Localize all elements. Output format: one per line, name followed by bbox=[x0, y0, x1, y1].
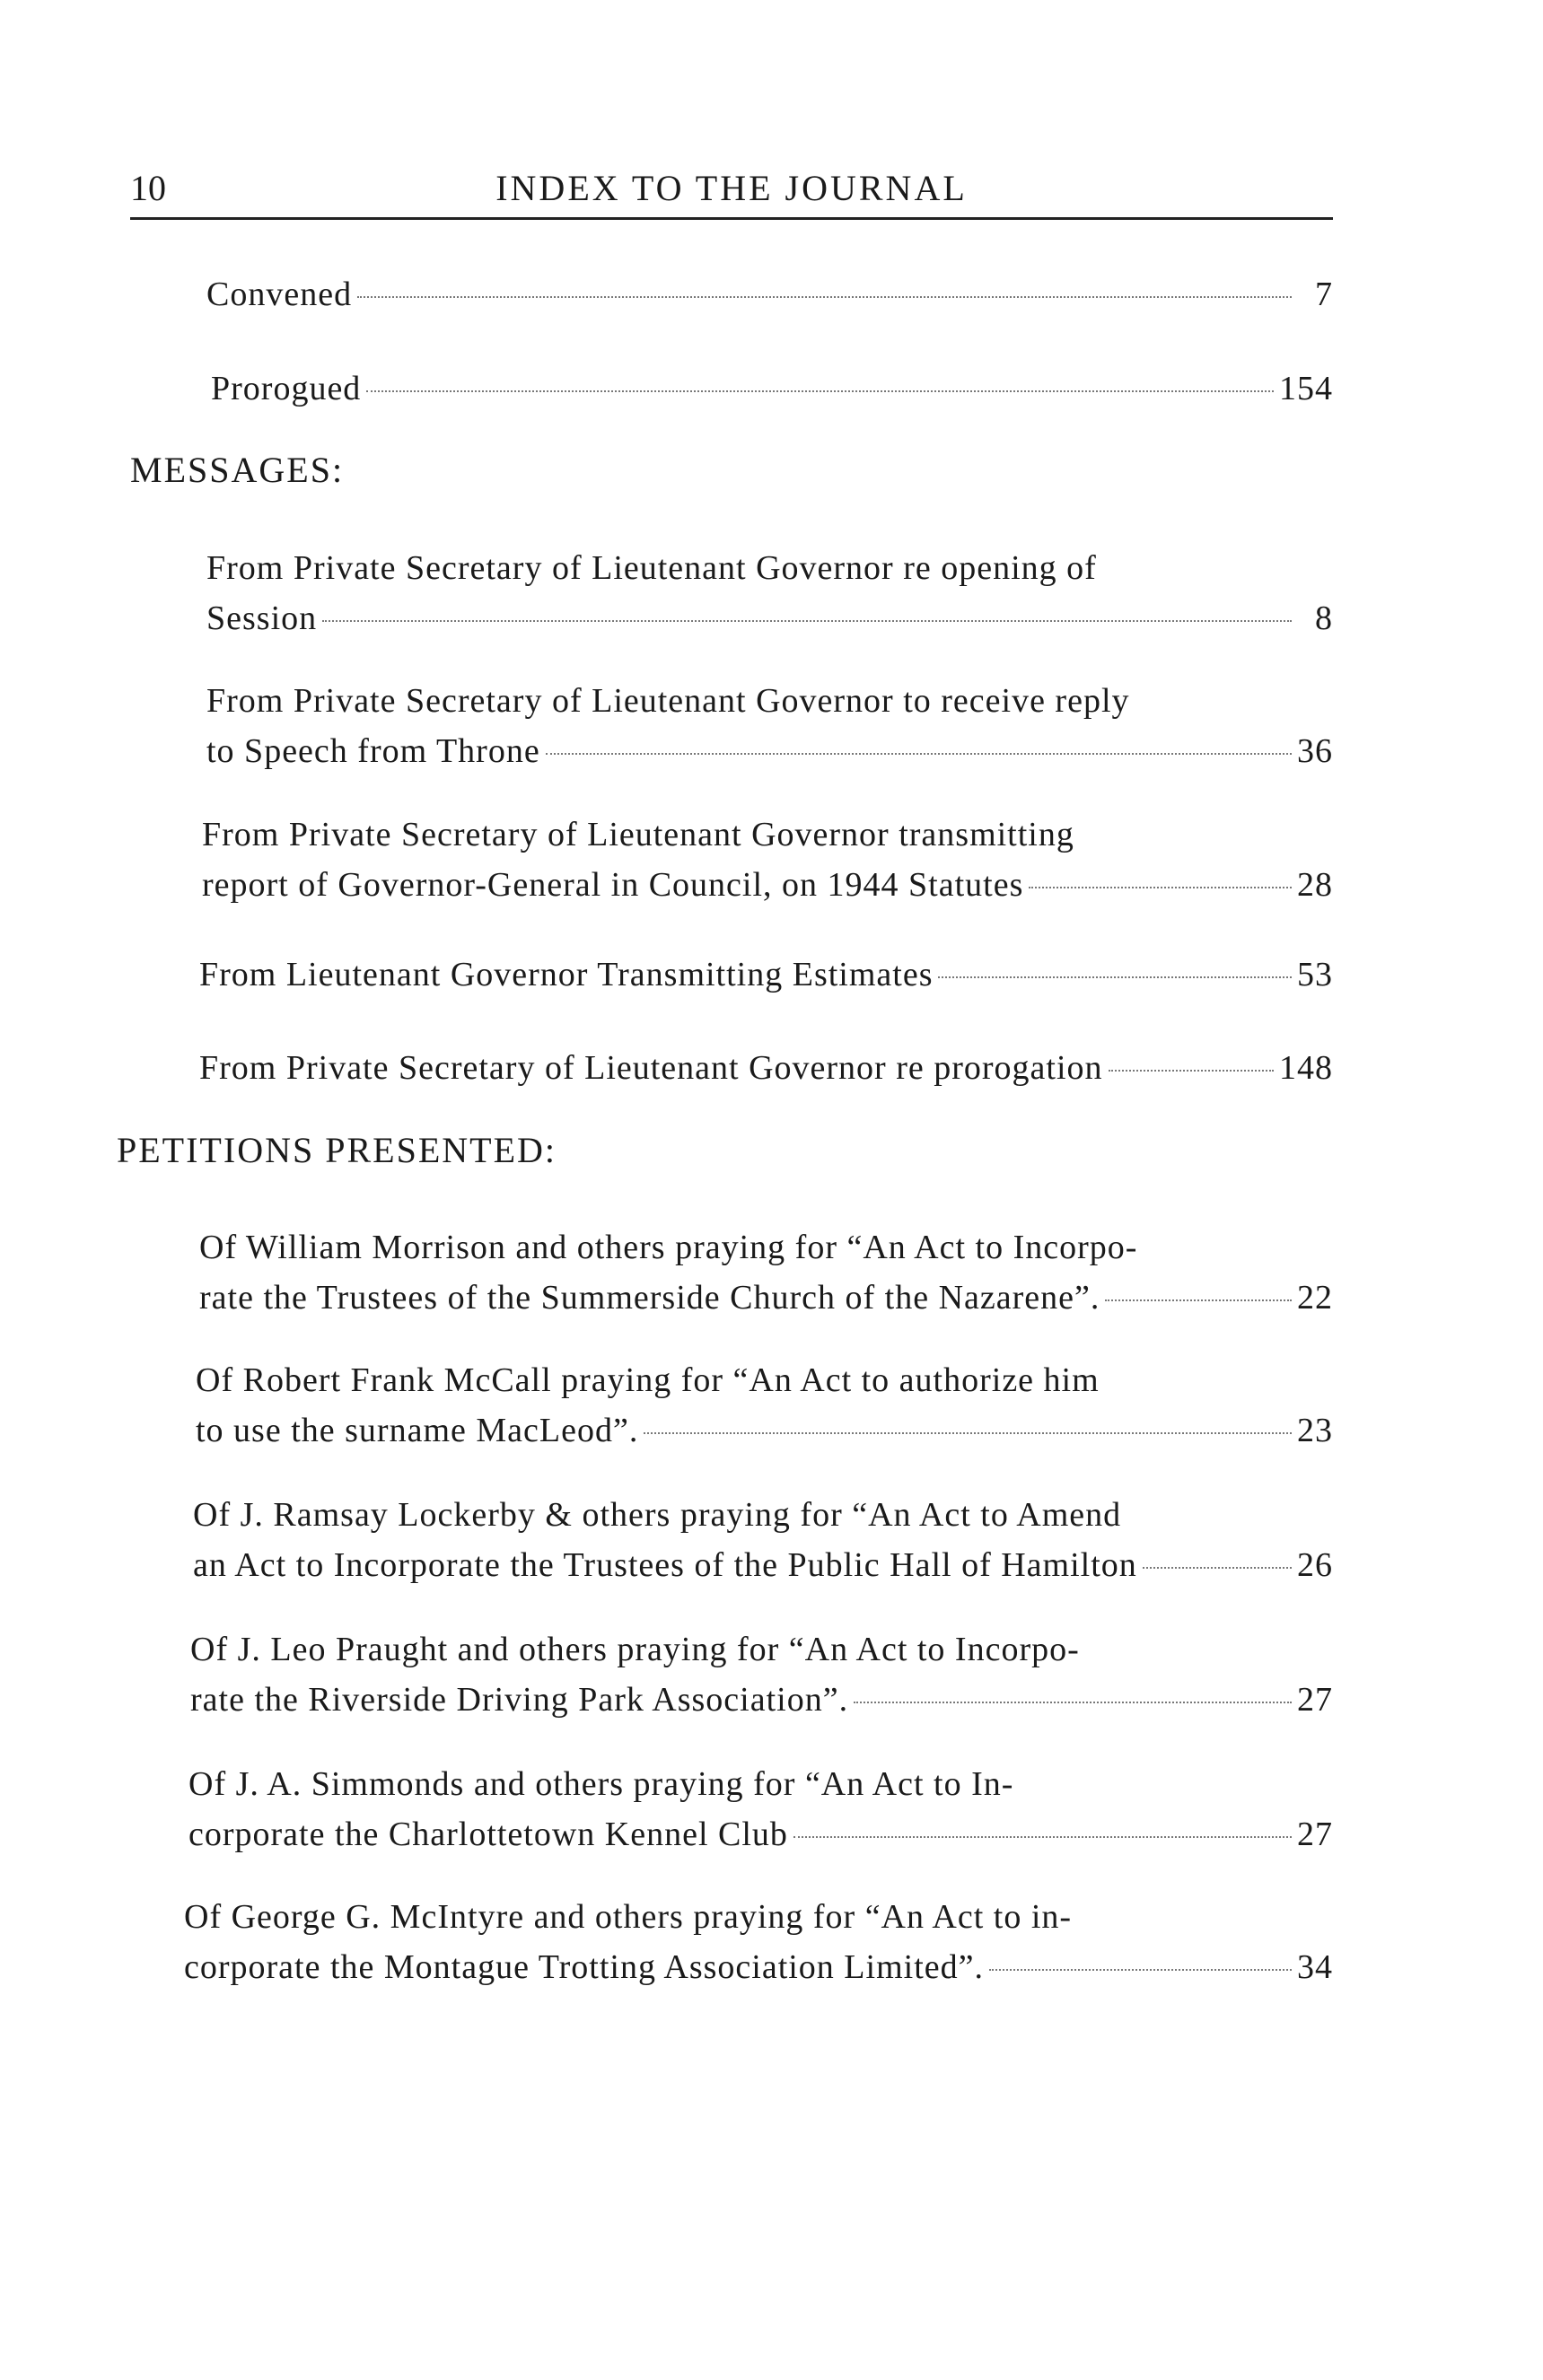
entry-text: Prorogued bbox=[211, 370, 362, 407]
running-title: INDEX TO THE JOURNAL bbox=[495, 168, 968, 208]
message-entry bbox=[199, 1043, 1333, 1093]
entry-page: 36 bbox=[1297, 732, 1333, 770]
petition-entry bbox=[184, 1892, 1333, 1992]
entry-line: Of J. Ramsay Lockerby & others praying for “An Act to Amend bbox=[193, 1496, 1122, 1534]
petition-entry bbox=[188, 1759, 1333, 1859]
entry-page: 26 bbox=[1297, 1546, 1333, 1584]
entry-page: 7 bbox=[1315, 276, 1333, 313]
entry-text: From Lieutenant Governor Transmitting Estimates bbox=[199, 956, 934, 993]
dot-leader bbox=[357, 296, 1292, 298]
dot-leader bbox=[793, 1836, 1292, 1838]
index-entry-convened bbox=[206, 269, 1333, 319]
page-header bbox=[130, 162, 1333, 220]
entry-line: Of George G. McIntyre and others praying for “An Act to in- bbox=[184, 1898, 1073, 1936]
entry-page: 22 bbox=[1297, 1279, 1333, 1317]
dot-leader bbox=[644, 1432, 1292, 1434]
entry-page: 8 bbox=[1315, 599, 1333, 637]
dot-leader bbox=[1029, 887, 1292, 888]
entry-line: From Private Secretary of Lieutenant Governor to receive reply bbox=[206, 682, 1130, 720]
entry-text: to Speech from Throne bbox=[206, 732, 540, 770]
dot-leader bbox=[854, 1702, 1292, 1703]
dot-leader bbox=[366, 390, 1274, 392]
entry-text: Convened bbox=[206, 276, 353, 313]
dot-leader bbox=[938, 976, 1292, 978]
dot-leader bbox=[322, 620, 1292, 622]
entry-text: report of Governor-General in Council, on 1944 Statutes bbox=[202, 866, 1024, 904]
petition-entry bbox=[190, 1624, 1333, 1725]
entry-page: 27 bbox=[1297, 1816, 1333, 1853]
page-number: 10 bbox=[130, 168, 166, 208]
dot-leader bbox=[546, 753, 1292, 755]
dot-leader bbox=[989, 1969, 1292, 1971]
entry-line: Of William Morrison and others praying for “An Act to Incorpo- bbox=[199, 1229, 1138, 1266]
index-entry-prorogued bbox=[211, 363, 1333, 414]
entry-text: rate the Trustees of the Summerside Church of the Nazarene”. bbox=[199, 1279, 1100, 1317]
section-heading-messages: MESSAGES: bbox=[130, 450, 345, 490]
petition-entry bbox=[196, 1355, 1333, 1456]
entry-line: From Private Secretary of Lieutenant Governor re opening of bbox=[206, 549, 1097, 587]
message-entry bbox=[199, 949, 1333, 1000]
petition-entry bbox=[199, 1222, 1333, 1323]
entry-text: an Act to Incorporate the Trustees of the Public Hall of Hamilton bbox=[193, 1546, 1137, 1584]
entry-line: From Private Secretary of Lieutenant Governor transmitting bbox=[202, 816, 1074, 853]
entry-line: Of J. Leo Praught and others praying for “An Act to Incorpo- bbox=[190, 1631, 1080, 1668]
entry-page: 27 bbox=[1297, 1681, 1333, 1719]
entry-page: 53 bbox=[1297, 956, 1333, 993]
entry-text: corporate the Montague Trotting Association Limited”. bbox=[184, 1948, 984, 1986]
dot-leader bbox=[1109, 1070, 1274, 1072]
entry-text: Session bbox=[206, 599, 318, 637]
entry-page: 148 bbox=[1279, 1049, 1333, 1087]
entry-page: 23 bbox=[1297, 1412, 1333, 1449]
entry-text: to use the surname MacLeod”. bbox=[196, 1412, 639, 1449]
message-entry bbox=[206, 543, 1333, 643]
entry-line: Of Robert Frank McCall praying for “An Act to authorize him bbox=[196, 1361, 1100, 1399]
petition-entry bbox=[193, 1490, 1333, 1590]
dot-leader bbox=[1105, 1299, 1292, 1301]
entry-line: Of J. A. Simmonds and others praying for “An Act to In- bbox=[188, 1765, 1014, 1803]
entry-page: 28 bbox=[1297, 866, 1333, 904]
entry-page: 34 bbox=[1297, 1948, 1333, 1986]
entry-text: From Private Secretary of Lieutenant Governor re prorogation bbox=[199, 1049, 1103, 1087]
entry-page: 154 bbox=[1279, 370, 1333, 407]
dot-leader bbox=[1143, 1567, 1292, 1569]
message-entry bbox=[202, 809, 1333, 910]
entry-text: corporate the Charlottetown Kennel Club bbox=[188, 1816, 788, 1853]
entry-text: rate the Riverside Driving Park Association”. bbox=[190, 1681, 849, 1719]
message-entry bbox=[206, 676, 1333, 776]
section-heading-petitions: PETITIONS PRESENTED: bbox=[117, 1130, 557, 1170]
